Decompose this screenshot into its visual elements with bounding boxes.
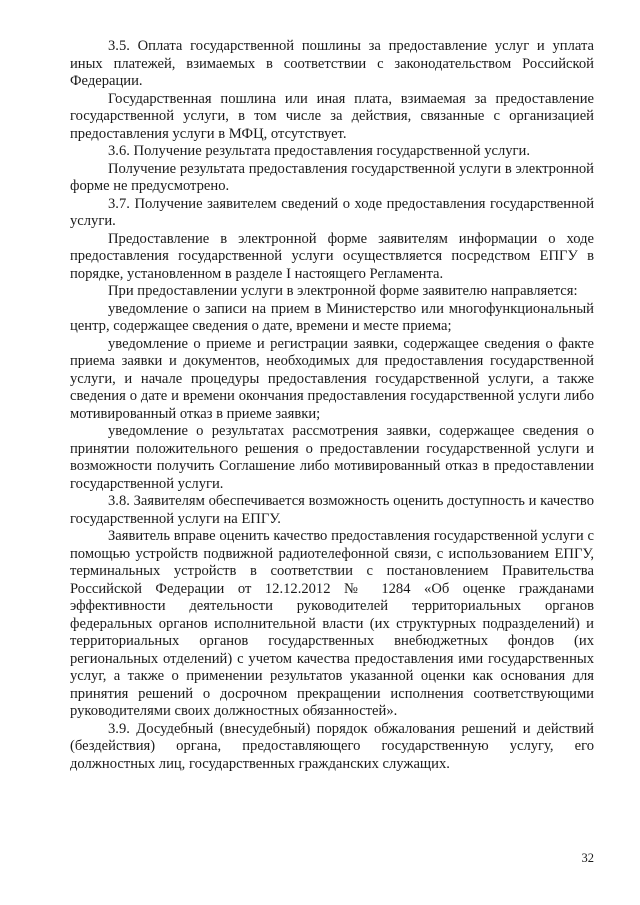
paragraph-3-6-heading: 3.6. Получение результата предоставления государственной услуги. — [108, 143, 530, 159]
paragraph-3-5-heading: 3.5. Оплата государственной пошлины за предоставление услуг и уплата иных платежей, взимаемых в соответствии с законодательством Российской Федерации. — [70, 38, 594, 89]
paragraph-result-electronic: Получение результата предоставления государственной услуги в электронной форме не предусмотрено. — [70, 160, 594, 194]
page-number: 32 — [581, 851, 594, 865]
document-body — [70, 38, 594, 773]
paragraph-notifications-intro: При предоставлении услуги в электронной форме заявителю направляется: — [108, 283, 578, 299]
paragraph-3-7-heading: 3.7. Получение заявителем сведений о ходе предоставления государственной услуги. — [70, 195, 594, 229]
paragraph-3-9-heading: 3.9. Досудебный (внесудебный) порядок обжалования решений и действий (бездействия) органа, предоставляющего государственную услугу, его должностных лиц, государственных гражданских служащих. — [70, 720, 594, 772]
paragraph-notification-result: уведомление о результатах рассмотрения заявки, содержащее сведения о принятии положительного решения о предоставлении государственной услуги и возможности получить Соглашение либо мотивированный отказ в предоставлении государственной услуги. — [70, 423, 594, 492]
paragraph-notification-appointment: уведомление о записи на прием в Министерство или многофункциональный центр, содержащее сведения о дате, времени и месте приема; — [70, 300, 594, 334]
paragraph-quality-evaluation: Заявитель вправе оценить качество предоставления государственной услуги с помощью устройств подвижной радиотелефонной связи, с использованием ЕПГУ, терминальных устройств в соответствии с постановлением Правительства Российской Федерации от 12.12.2012 № 1284 «Об оценке гражданами эффективности деятельности руководителей территориальных органов федеральных органов исполнительной власти (их структурных подразделений) и территориальных органов государственных внебюджетных фондов (их региональных отделений) с учетом качества предоставления ими государственных услуг, а также о применении результатов указанной оценки как основания для принятия решений о досрочном прекращении исполнения соответствующими руководителями своих должностных обязанностей». — [70, 528, 594, 719]
paragraph-state-fee: Государственная пошлина или иная плата, взимаемая за предоставление государственной услуги, в том числе за действия, связанные с организацией предоставления услуги в МФЦ, отсутствует. — [70, 90, 594, 142]
paragraph-notification-registration: уведомление о приеме и регистрации заявки, содержащее сведения о факте приема заявки и документов, необходимых для предоставления государственной услуги, и начале процедуры предоставления государственной услуги, а также сведения о дате и времени окончания предоставления государственной услуги либо мотивированный отказ в приеме заявки; — [70, 335, 594, 422]
paragraph-3-8-heading: 3.8. Заявителям обеспечивается возможность оценить доступность и качество государственной услуги на ЕПГУ. — [70, 493, 594, 527]
paragraph-progress-info: Предоставление в электронной форме заявителям информации о ходе предоставления государственной услуги осуществляется посредством ЕПГУ в порядке, установленном в разделе I настоящего Регламента. — [70, 230, 594, 282]
